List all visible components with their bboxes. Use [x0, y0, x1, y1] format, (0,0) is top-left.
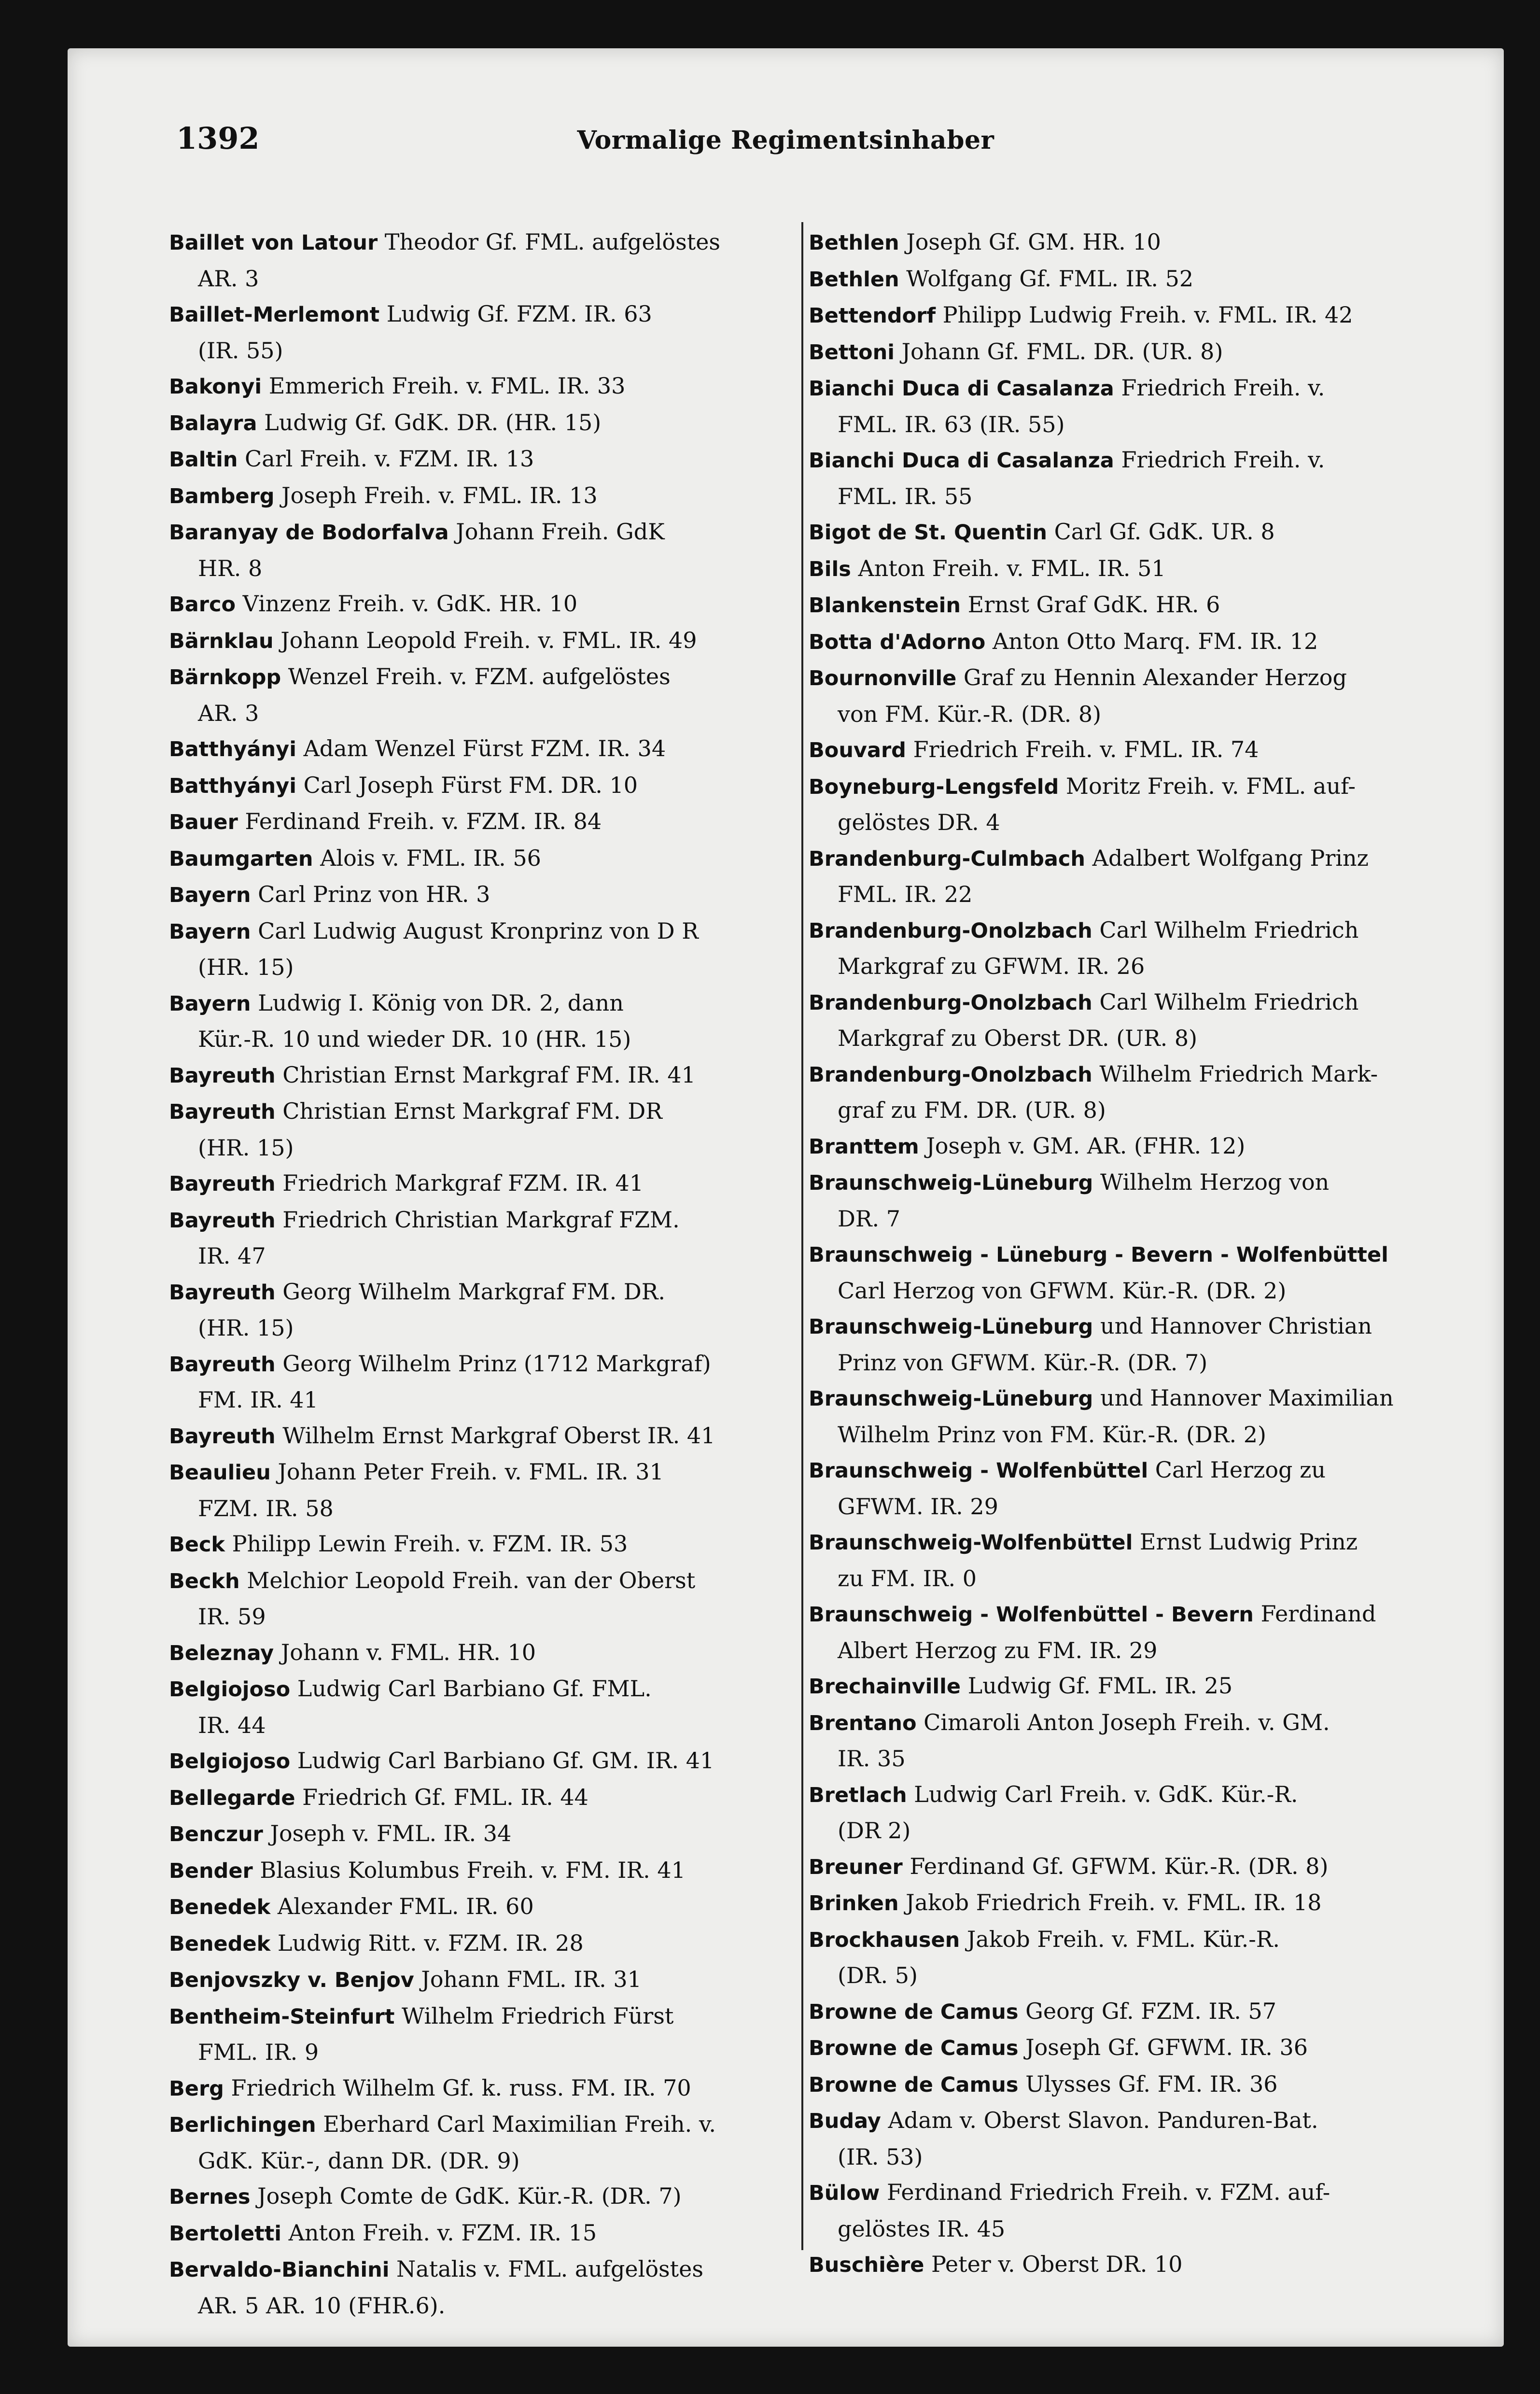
- entry-name: Brandenburg-Onolzbach: [809, 990, 1092, 1015]
- entry-details: Friedrich Wilhelm Gf. k. russ. FM. IR. 70: [224, 2074, 691, 2101]
- register-entry: [169, 1816, 797, 1853]
- entry-details: Wilhelm Ernst Markgraf Oberst IR. 41: [275, 1422, 715, 1449]
- register-entry: [169, 986, 797, 1057]
- entry-name: Bianchi Duca di Casalanza: [809, 449, 1114, 473]
- register-entry: [809, 297, 1456, 334]
- entry-name: Bethlen: [809, 231, 899, 255]
- register-entry: [169, 768, 797, 804]
- entry-name: Benjovszky v. Benjov: [169, 1968, 414, 1992]
- entry-name: Boyneburg-Lengsfeld: [809, 775, 1059, 799]
- entry-details: Eberhard Carl Maximilian Freih. v.: [316, 2111, 716, 2137]
- entry-continuation: (DR. 5): [838, 1962, 918, 1988]
- entry-continuation: DR. 7: [838, 1205, 901, 1232]
- entry-continuation: Prinz von GFWM. Kür.-R. (DR. 7): [838, 1349, 1208, 1376]
- entry-details: Christian Ernst Markgraf FM. IR. 41: [275, 1061, 696, 1088]
- entry-continuation: HR. 8: [198, 555, 263, 581]
- entry-name: Buschière: [809, 2253, 924, 2277]
- entry-details: Ferdinand Friedrich Freih. v. FZM. auf-: [880, 2179, 1330, 2205]
- entry-continuation: (DR 2): [838, 1817, 911, 1844]
- register-entry: [169, 2252, 797, 2324]
- register-entry: [809, 913, 1456, 985]
- entry-details: Johann Gf. FML. DR. (UR. 8): [894, 338, 1223, 365]
- register-entry: [809, 225, 1456, 261]
- register-entry: [169, 1166, 797, 1202]
- register-entry: [809, 1668, 1456, 1705]
- entry-details: Friedrich Christian Markgraf FZM.: [275, 1206, 680, 1233]
- entry-details: Blasius Kolumbus Freih. v. FM. IR. 41: [252, 1857, 686, 1883]
- entry-details: Carl Wilhelm Friedrich: [1092, 916, 1359, 943]
- register-entry: [809, 2030, 1456, 2067]
- page-header: [68, 121, 1504, 164]
- entry-name: Bournonville: [809, 666, 957, 690]
- register-entry: [809, 1237, 1456, 1309]
- register-entry: [169, 478, 797, 515]
- entry-details: Friedrich Freih. v. FML. IR. 74: [906, 736, 1259, 762]
- register-entry: [809, 370, 1456, 442]
- entry-details: Georg Wilhelm Markgraf FM. DR.: [275, 1278, 665, 1305]
- entry-continuation: IR. 47: [198, 1243, 266, 1269]
- register-entry: [169, 623, 797, 660]
- entry-name: Baillet von Latour: [169, 231, 378, 255]
- entry-details: Joseph v. GM. AR. (FHR. 12): [919, 1132, 1246, 1159]
- entry-name: Bretlach: [809, 1783, 907, 1807]
- entry-name: Bärnklau: [169, 629, 274, 653]
- entry-details: Ulysses Gf. FM. IR. 36: [1018, 2070, 1278, 2097]
- register-entry: [169, 1926, 797, 1962]
- register-entry: [809, 1056, 1456, 1128]
- register-entry: [809, 769, 1456, 841]
- register-entry: [809, 660, 1456, 732]
- entry-name: Beleznay: [169, 1641, 274, 1665]
- entry-name: Brockhausen: [809, 1928, 960, 1952]
- entry-details: Carl Gf. GdK. UR. 8: [1047, 519, 1275, 545]
- entry-details: Wilhelm Herzog von: [1093, 1169, 1330, 1195]
- register-entry: [169, 586, 797, 623]
- register-entry: [169, 2107, 797, 2179]
- entry-details: Cimaroli Anton Joseph Freih. v. GM.: [916, 1709, 1330, 1735]
- entry-continuation: Albert Herzog zu FM. IR. 29: [838, 1637, 1158, 1663]
- entry-details: Ludwig Ritt. v. FZM. IR. 28: [270, 1929, 584, 1956]
- entry-details: Adalbert Wolfgang Prinz: [1085, 845, 1369, 871]
- entry-name: Browne de Camus: [809, 2000, 1019, 2024]
- entry-details: Ludwig Gf. FML. IR. 25: [961, 1673, 1233, 1699]
- entry-name: Bayreuth: [169, 1172, 276, 1196]
- entry-details: Peter v. Oberst DR. 10: [924, 2251, 1183, 2277]
- register-entry: [169, 659, 797, 731]
- entry-name: Baranyay de Bodorfalva: [169, 521, 449, 545]
- entry-details: Joseph Freih. v. FML. IR. 13: [274, 482, 598, 508]
- register-entry: [809, 1705, 1456, 1777]
- entry-name: Benedek: [169, 1931, 271, 1956]
- entry-name: Bayreuth: [169, 1208, 276, 1233]
- entry-continuation: FML. IR. 63 (IR. 55): [838, 411, 1065, 437]
- entry-continuation: (IR. 55): [198, 337, 283, 364]
- register-entry: [809, 334, 1456, 371]
- register-entry: [809, 1524, 1456, 1596]
- register-entry: [169, 2070, 797, 2107]
- entry-name: Barco: [169, 592, 236, 617]
- entry-name: Brentano: [809, 1711, 917, 1735]
- entry-details: Friedrich Freih. v.: [1114, 447, 1325, 473]
- register-entry: [169, 914, 797, 986]
- entry-name: Bils: [809, 557, 851, 581]
- entry-name: Braunschweig-Lüneburg: [809, 1171, 1093, 1195]
- register-entry: [809, 1165, 1456, 1237]
- register-entry: [169, 1274, 797, 1346]
- entry-name: Belgiojoso: [169, 1749, 291, 1774]
- entry-details: Friedrich Freih. v.: [1114, 375, 1325, 401]
- register-entry: [169, 1563, 797, 1635]
- entry-details: Wilhelm Friedrich Mark-: [1092, 1060, 1378, 1087]
- entry-name: Braunschweig - Wolfenbüttel - Bevern: [809, 1603, 1254, 1627]
- entry-name: Braunschweig - Lüneburg - Bevern - Wolfenbüttel: [809, 1243, 1388, 1267]
- entry-details: Emmerich Freih. v. FML. IR. 33: [262, 373, 626, 399]
- entry-name: Brandenburg-Onolzbach: [809, 1062, 1092, 1087]
- entry-details: Ludwig Carl Barbiano Gf. FML.: [290, 1676, 652, 1702]
- entry-name: Bettoni: [809, 340, 895, 365]
- register-entry: [169, 1999, 797, 2070]
- entry-details: Wolfgang Gf. FML. IR. 52: [899, 265, 1194, 292]
- entry-continuation: (HR. 15): [198, 1315, 294, 1341]
- entry-name: Batthyányi: [169, 737, 296, 761]
- entry-name: Blankenstein: [809, 593, 961, 618]
- entry-name: Bakonyi: [169, 375, 262, 399]
- entry-continuation: (HR. 15): [198, 954, 294, 980]
- register-entry: [809, 1922, 1456, 1994]
- entry-name: Braunschweig - Wolfenbüttel: [809, 1459, 1148, 1483]
- entry-continuation: AR. 3: [198, 700, 259, 726]
- entry-name: Brinken: [809, 1891, 899, 1915]
- entry-name: Belgiojoso: [169, 1677, 291, 1702]
- entry-name: Benczur: [169, 1822, 263, 1846]
- entry-details: Wenzel Freih. v. FZM. aufgelöstes: [281, 663, 671, 690]
- register-entry: [169, 1094, 797, 1166]
- entry-name: Bayreuth: [169, 1280, 276, 1305]
- entry-name: Bernes: [169, 2185, 251, 2209]
- register-entry: [169, 731, 797, 768]
- page-number: 1392: [176, 121, 260, 156]
- entry-details: Friedrich Markgraf FZM. IR. 41: [275, 1170, 644, 1196]
- entry-name: Baillet-Merlemont: [169, 303, 380, 327]
- register-entry: [169, 1853, 797, 1889]
- entry-name: Bauer: [169, 810, 238, 834]
- entry-details: Wilhelm Friedrich Fürst: [394, 2002, 674, 2029]
- entry-details: Jakob Friedrich Freih. v. FML. IR. 18: [898, 1889, 1322, 1915]
- entry-continuation: Kür.-R. 10 und wieder DR. 10 (HR. 15): [198, 1026, 631, 1052]
- entry-name: Bervaldo-Bianchini: [169, 2258, 390, 2282]
- entry-details: Adam Wenzel Fürst FZM. IR. 34: [296, 735, 666, 761]
- entry-name: Bettendorf: [809, 304, 936, 328]
- entry-name: Breuner: [809, 1855, 903, 1879]
- register-entry: [809, 624, 1456, 661]
- entry-continuation: FML. IR. 22: [838, 881, 973, 907]
- entry-continuation: gelöstes DR. 4: [838, 809, 1000, 835]
- register-entry: [169, 1202, 797, 1274]
- entry-name: Berlichingen: [169, 2113, 316, 2137]
- entry-name: Beck: [169, 1533, 225, 1557]
- entry-continuation: Wilhelm Prinz von FM. Kür.-R. (DR. 2): [838, 1421, 1266, 1448]
- entry-details: Ludwig Gf. FZM. IR. 63: [379, 301, 652, 327]
- register-entry: [809, 587, 1456, 624]
- entry-name: Beaulieu: [169, 1461, 271, 1485]
- register-entry: [169, 1346, 797, 1418]
- entry-details: Carl Prinz von HR. 3: [251, 881, 490, 907]
- register-entry: [809, 1849, 1456, 1886]
- entry-details: Jakob Freih. v. FML. Kür.-R.: [960, 1926, 1280, 1952]
- entry-name: Browne de Camus: [809, 2072, 1019, 2097]
- entry-details: Carl Herzog zu: [1148, 1457, 1326, 1483]
- entry-name: Brechainville: [809, 1675, 961, 1699]
- register-entry: [169, 405, 797, 442]
- entry-details: Johann Freih. GdK: [448, 519, 665, 545]
- entry-details: Johann Peter Freih. v. FML. IR. 31: [270, 1459, 664, 1485]
- register-entry: [809, 2067, 1456, 2103]
- entry-continuation: gelöstes IR. 45: [838, 2215, 1006, 2242]
- register-entry: [809, 442, 1456, 514]
- register-entry: [809, 1309, 1456, 1380]
- entry-continuation: graf zu FM. DR. (UR. 8): [838, 1097, 1106, 1123]
- register-entry: [169, 1418, 797, 1455]
- entry-details: Alexander FML. IR. 60: [270, 1893, 534, 1919]
- register-entry: [169, 1743, 797, 1780]
- entry-name: Braunschweig-Wolfenbüttel: [809, 1531, 1133, 1555]
- register-entry: [809, 1994, 1456, 2030]
- register-entry: [169, 1057, 797, 1094]
- entry-details: Georg Wilhelm Prinz (1712 Markgraf): [275, 1350, 711, 1377]
- left-column: [169, 225, 797, 2324]
- entry-continuation: AR. 5 AR. 10 (FHR.6).: [198, 2292, 446, 2319]
- entry-details: Christian Ernst Markgraf FM. DR: [275, 1098, 662, 1124]
- register-entry: [809, 841, 1456, 913]
- entry-continuation: (HR. 15): [198, 1134, 294, 1161]
- register-entry: [169, 2215, 797, 2252]
- entry-details: Carl Wilhelm Friedrich: [1092, 988, 1359, 1015]
- entry-continuation: zu FM. IR. 0: [838, 1565, 977, 1591]
- entry-details: Carl Joseph Fürst FM. DR. 10: [296, 772, 638, 798]
- register-entry: [169, 1889, 797, 1926]
- entry-continuation: IR. 35: [838, 1746, 906, 1772]
- entry-details: Philipp Ludwig Freih. v. FML. IR. 42: [936, 302, 1353, 328]
- entry-name: Bayreuth: [169, 1063, 276, 1088]
- register-entry: [809, 2103, 1456, 2175]
- register-entry: [809, 1777, 1456, 1849]
- register-entry: [169, 2179, 797, 2215]
- entry-name: Bouvard: [809, 738, 906, 762]
- register-entry: [169, 368, 797, 405]
- register-entry: [169, 441, 797, 478]
- entry-details: Alois v. FML. IR. 56: [313, 845, 541, 871]
- register-entry: [169, 1671, 797, 1743]
- register-entry: [169, 1526, 797, 1563]
- entry-details: Ludwig I. König von DR. 2, dann: [251, 989, 624, 1016]
- book-page: [68, 48, 1504, 2347]
- entry-continuation: FZM. IR. 58: [198, 1495, 334, 1521]
- entry-name: Bayreuth: [169, 1352, 276, 1377]
- entry-details: Melchior Leopold Freih. van der Oberst: [239, 1567, 696, 1593]
- entry-details: Johann Leopold Freih. v. FML. IR. 49: [273, 627, 697, 653]
- register-entry: [169, 1962, 797, 1999]
- right-column: [809, 225, 1456, 2283]
- entry-name: Braunschweig-Lüneburg: [809, 1387, 1093, 1411]
- entry-name: Bianchi Duca di Casalanza: [809, 377, 1114, 401]
- entry-name: Bärnkopp: [169, 665, 281, 690]
- entry-details: Moritz Freih. v. FML. auf-: [1059, 773, 1356, 799]
- entry-name: Botta d'Adorno: [809, 630, 986, 654]
- entry-name: Browne de Camus: [809, 2036, 1019, 2060]
- entry-details: Ludwig Gf. GdK. DR. (HR. 15): [257, 409, 602, 436]
- entry-details: Theodor Gf. FML. aufgelöstes: [378, 229, 721, 255]
- entry-name: Benedek: [169, 1895, 271, 1919]
- entry-name: Buday: [809, 2109, 881, 2133]
- entry-continuation: Markgraf zu GFWM. IR. 26: [838, 953, 1145, 979]
- register-entry: [809, 2247, 1456, 2283]
- entry-details: Ferdinand Gf. GFWM. Kür.-R. (DR. 8): [902, 1853, 1329, 1879]
- entry-name: Bamberg: [169, 484, 275, 508]
- entry-details: und Hannover Christian: [1093, 1313, 1372, 1339]
- entry-name: Bayreuth: [169, 1100, 276, 1124]
- entry-continuation: FML. IR. 55: [838, 483, 973, 509]
- entry-name: Batthyányi: [169, 774, 296, 798]
- entry-name: Bertoletti: [169, 2221, 281, 2246]
- register-entry: [809, 1885, 1456, 1922]
- entry-name: Balayra: [169, 411, 257, 436]
- entry-details: Graf zu Hennin Alexander Herzog: [956, 664, 1347, 690]
- entry-name: Baumgarten: [169, 846, 313, 871]
- running-title: Vormalige Regimentsinhaber: [577, 126, 994, 155]
- entry-details: Vinzenz Freih. v. GdK. HR. 10: [236, 591, 578, 617]
- register-entry: [809, 1596, 1456, 1668]
- register-entry: [169, 1780, 797, 1817]
- entry-name: Bentheim-Steinfurt: [169, 2004, 395, 2029]
- entry-details: Anton Freih. v. FZM. IR. 15: [281, 2219, 597, 2246]
- entry-details: Joseph Gf. GFWM. IR. 36: [1018, 2034, 1308, 2060]
- register-entry: [809, 1380, 1456, 1452]
- entry-name: Beckh: [169, 1569, 240, 1593]
- register-entry: [809, 1128, 1456, 1165]
- entry-details: Carl Ludwig August Kronprinz von D R: [251, 917, 699, 944]
- register-entry: [809, 1452, 1456, 1524]
- entry-name: Bayern: [169, 883, 251, 907]
- entry-details: Joseph Gf. GM. HR. 10: [899, 229, 1161, 255]
- entry-name: Brandenburg-Culmbach: [809, 846, 1086, 871]
- entry-details: Adam v. Oberst Slavon. Panduren-Bat.: [881, 2107, 1318, 2133]
- entry-details: Philipp Lewin Freih. v. FZM. IR. 53: [225, 1531, 628, 1557]
- entry-details: Ludwig Carl Barbiano Gf. GM. IR. 41: [290, 1747, 714, 1774]
- entry-details: Carl Freih. v. FZM. IR. 13: [238, 446, 534, 472]
- entry-details: Ludwig Carl Freih. v. GdK. Kür.-R.: [907, 1781, 1298, 1807]
- entry-name: Branttem: [809, 1134, 919, 1159]
- entry-continuation: GFWM. IR. 29: [838, 1493, 998, 1520]
- entry-name: Bülow: [809, 2181, 880, 2205]
- entry-continuation: AR. 3: [198, 265, 259, 292]
- entry-details: Georg Gf. FZM. IR. 57: [1018, 1998, 1277, 2024]
- register-entry: [809, 551, 1456, 588]
- entry-name: Baltin: [169, 448, 238, 472]
- entry-details: Friedrich Gf. FML. IR. 44: [295, 1784, 588, 1810]
- entry-name: Bayern: [169, 991, 251, 1016]
- entry-continuation: Markgraf zu Oberst DR. (UR. 8): [838, 1025, 1198, 1051]
- register-entry: [809, 261, 1456, 298]
- entry-details: Natalis v. FML. aufgelöstes: [389, 2256, 703, 2282]
- register-entry: [169, 514, 797, 586]
- entry-continuation: FML. IR. 9: [198, 2039, 319, 2065]
- entry-name: Bigot de St. Quentin: [809, 521, 1047, 545]
- entry-name: Braunschweig-Lüneburg: [809, 1315, 1093, 1339]
- register-entry: [169, 225, 797, 296]
- entry-details: Anton Freih. v. FML. IR. 51: [851, 555, 1166, 581]
- entry-name: Bayreuth: [169, 1424, 276, 1449]
- register-entry: [169, 1454, 797, 1526]
- entry-continuation: IR. 44: [198, 1712, 266, 1738]
- register-entry: [809, 732, 1456, 769]
- entry-details: Ernst Graf GdK. HR. 6: [961, 591, 1220, 618]
- entry-name: Bethlen: [809, 267, 899, 292]
- register-entry: [169, 804, 797, 841]
- register-entry: [169, 296, 797, 368]
- entry-details: und Hannover Maximilian: [1093, 1385, 1394, 1411]
- column-divider: [801, 222, 803, 2250]
- register-entry: [169, 841, 797, 877]
- entry-details: Johann v. FML. HR. 10: [274, 1639, 536, 1665]
- entry-continuation: (IR. 53): [838, 2143, 923, 2170]
- entry-details: Ernst Ludwig Prinz: [1133, 1529, 1358, 1555]
- entry-continuation: FM. IR. 41: [198, 1387, 318, 1413]
- entry-continuation: Carl Herzog von GFWM. Kür.-R. (DR. 2): [838, 1277, 1287, 1304]
- entry-name: Bayern: [169, 919, 251, 944]
- register-entry: [809, 514, 1456, 551]
- entry-name: Berg: [169, 2076, 224, 2101]
- entry-details: Ferdinand Freih. v. FZM. IR. 84: [238, 808, 602, 834]
- entry-details: Joseph v. FML. IR. 34: [263, 1820, 512, 1846]
- entry-continuation: GdK. Kür.-, dann DR. (DR. 9): [198, 2147, 520, 2174]
- register-entry: [809, 2175, 1456, 2247]
- entry-continuation: von FM. Kür.-R. (DR. 8): [838, 701, 1102, 727]
- entry-name: Brandenburg-Onolzbach: [809, 918, 1092, 943]
- register-entry: [169, 877, 797, 914]
- entry-details: Johann FML. IR. 31: [414, 1966, 642, 1992]
- entry-details: Joseph Comte de GdK. Kür.-R. (DR. 7): [250, 2183, 682, 2209]
- entry-name: Bender: [169, 1859, 253, 1883]
- entry-continuation: IR. 59: [198, 1604, 266, 1630]
- entry-details: Ferdinand: [1253, 1601, 1376, 1627]
- entry-name: Bellegarde: [169, 1786, 295, 1810]
- register-entry: [809, 985, 1456, 1056]
- register-entry: [169, 1635, 797, 1672]
- entry-details: Anton Otto Marq. FM. IR. 12: [985, 628, 1318, 654]
